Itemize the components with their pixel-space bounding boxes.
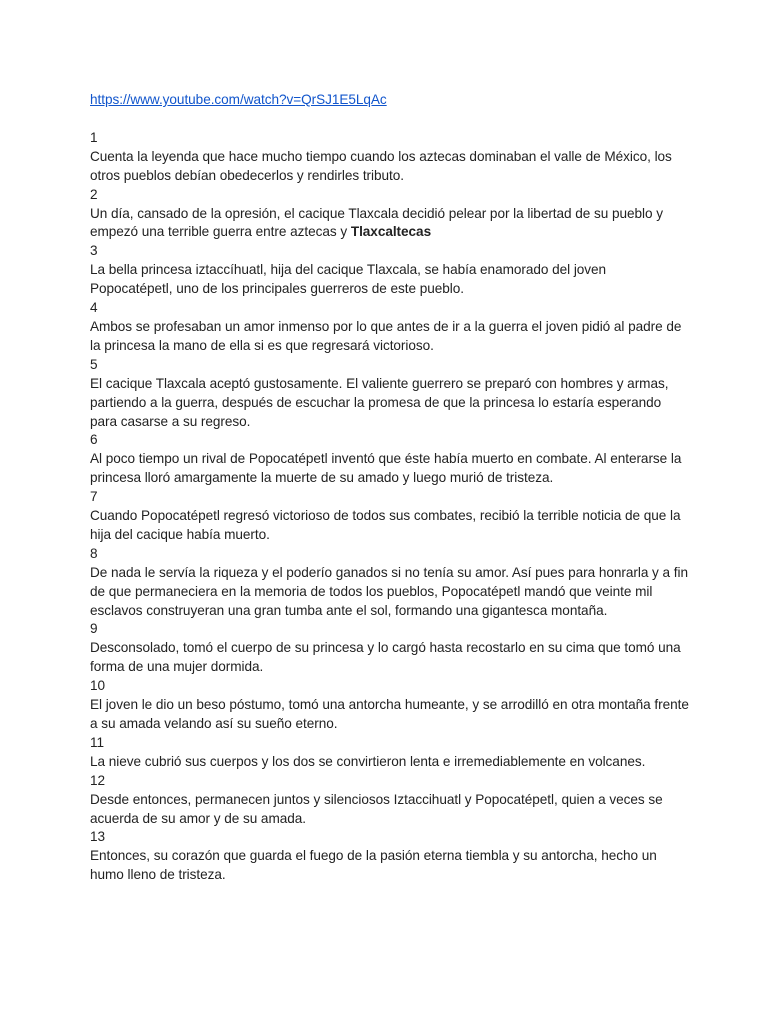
entry-number: 13	[90, 829, 106, 845]
entry-text: Cuando Popocatépetl regresó victorioso de todos sus combates, recibió la terrible noticia de que la hija del cacique había muerto.	[90, 508, 681, 542]
entry-number: 10	[90, 678, 106, 694]
entry-text	[90, 205, 690, 243]
entry-4	[90, 299, 690, 356]
document-page	[90, 91, 690, 885]
entry-1	[90, 129, 690, 186]
entry-text: Desde entonces, permanecen juntos y silenciosos Iztaccihuatl y Popocatépetl, quien a veces se acuerda de su amor y de su amada.	[90, 791, 663, 826]
entry-8	[90, 545, 690, 621]
entry-11	[90, 734, 690, 772]
entry-9	[90, 620, 690, 677]
entry-6	[90, 431, 690, 488]
entry-text-bold: Tlaxcaltecas	[350, 224, 432, 240]
entry-text: Ambos se profesaban un amor inmenso por lo que antes de ir a la guerra el joven pidió al padre de la princesa la mano de ella si es que regresará victorioso.	[90, 318, 682, 353]
entry-10	[90, 677, 690, 734]
entry-7	[90, 488, 690, 545]
entry-2	[90, 186, 690, 243]
entry-13	[90, 828, 690, 885]
entry-number: 7	[90, 489, 98, 505]
entry-number: 2	[90, 186, 98, 202]
entry-text: El joven le dio un beso póstumo, tomó una antorcha humeante, y se arrodilló en otra montaña frente a su amada velando así su sueño eterno.	[90, 697, 689, 731]
entry-12	[90, 772, 690, 829]
entry-3	[90, 242, 690, 299]
entry-number: 5	[90, 356, 98, 372]
entry-text: El cacique Tlaxcala aceptó gustosamente. El valiente guerrero se preparó con hombres y armas, partiendo a la guerra, después de escuchar la promesa de que la princesa lo estaría esperando para casarse a su regreso.	[90, 375, 669, 429]
entry-number: 1	[90, 129, 98, 145]
youtube-link[interactable]: https://www.youtube.com/watch?v=QrSJ1E5LqAc	[90, 92, 387, 107]
entry-text: La nieve cubrió sus cuerpos y los dos se convirtieron lenta e irremediablemente en volcanes.	[90, 753, 646, 769]
entry-number: 11	[90, 734, 105, 750]
entry-number: 6	[90, 432, 98, 448]
entry-text-plain: Un día, cansado de la opresión, el cacique Tlaxcala decidió pelear por la libertad de su pueblo y empezó una terrible guerra entre aztecas y	[90, 205, 664, 240]
entry-text: Desconsolado, tomó el cuerpo de su princesa y lo cargó hasta recostarlo en su cima que tomó una forma de una mujer dormida.	[90, 640, 681, 675]
entry-number: 9	[90, 621, 98, 637]
entry-5	[90, 356, 690, 432]
entry-text: Cuenta la leyenda que hace mucho tiempo cuando los aztecas dominaban el valle de México, los otros pueblos debían obedecerlos y rendirles tributo.	[90, 148, 672, 183]
entry-number: 4	[90, 300, 98, 316]
entry-text: Al poco tiempo un rival de Popocatépetl inventó que éste había muerto en combate. Al enterarse la princesa lloró amargamente la muerte de su amado y luego murió de tristeza.	[90, 451, 682, 486]
entry-text: De nada le servía la riqueza y el poderío ganados si no tenía su amor. Así pues para honrarla y a fin de que permaneciera en la memoria de todos los pueblos, Popocatépetl mandó que veinte mil esclavos construyeran una gran tumba ante el sol, formando una gigantesca montaña.	[90, 564, 688, 618]
entry-number: 8	[90, 545, 98, 561]
entry-text: Entonces, su corazón que guarda el fuego de la pasión eterna tiembla y su antorcha, hecho un humo lleno de tristeza.	[90, 848, 657, 883]
entry-text: La bella princesa iztaccíhuatl, hija del cacique Tlaxcala, se había enamorado del joven Popocatépetl, uno de los principales guerreros de este pueblo.	[90, 262, 607, 297]
entry-number: 12	[90, 772, 106, 788]
entry-number: 3	[90, 243, 98, 259]
